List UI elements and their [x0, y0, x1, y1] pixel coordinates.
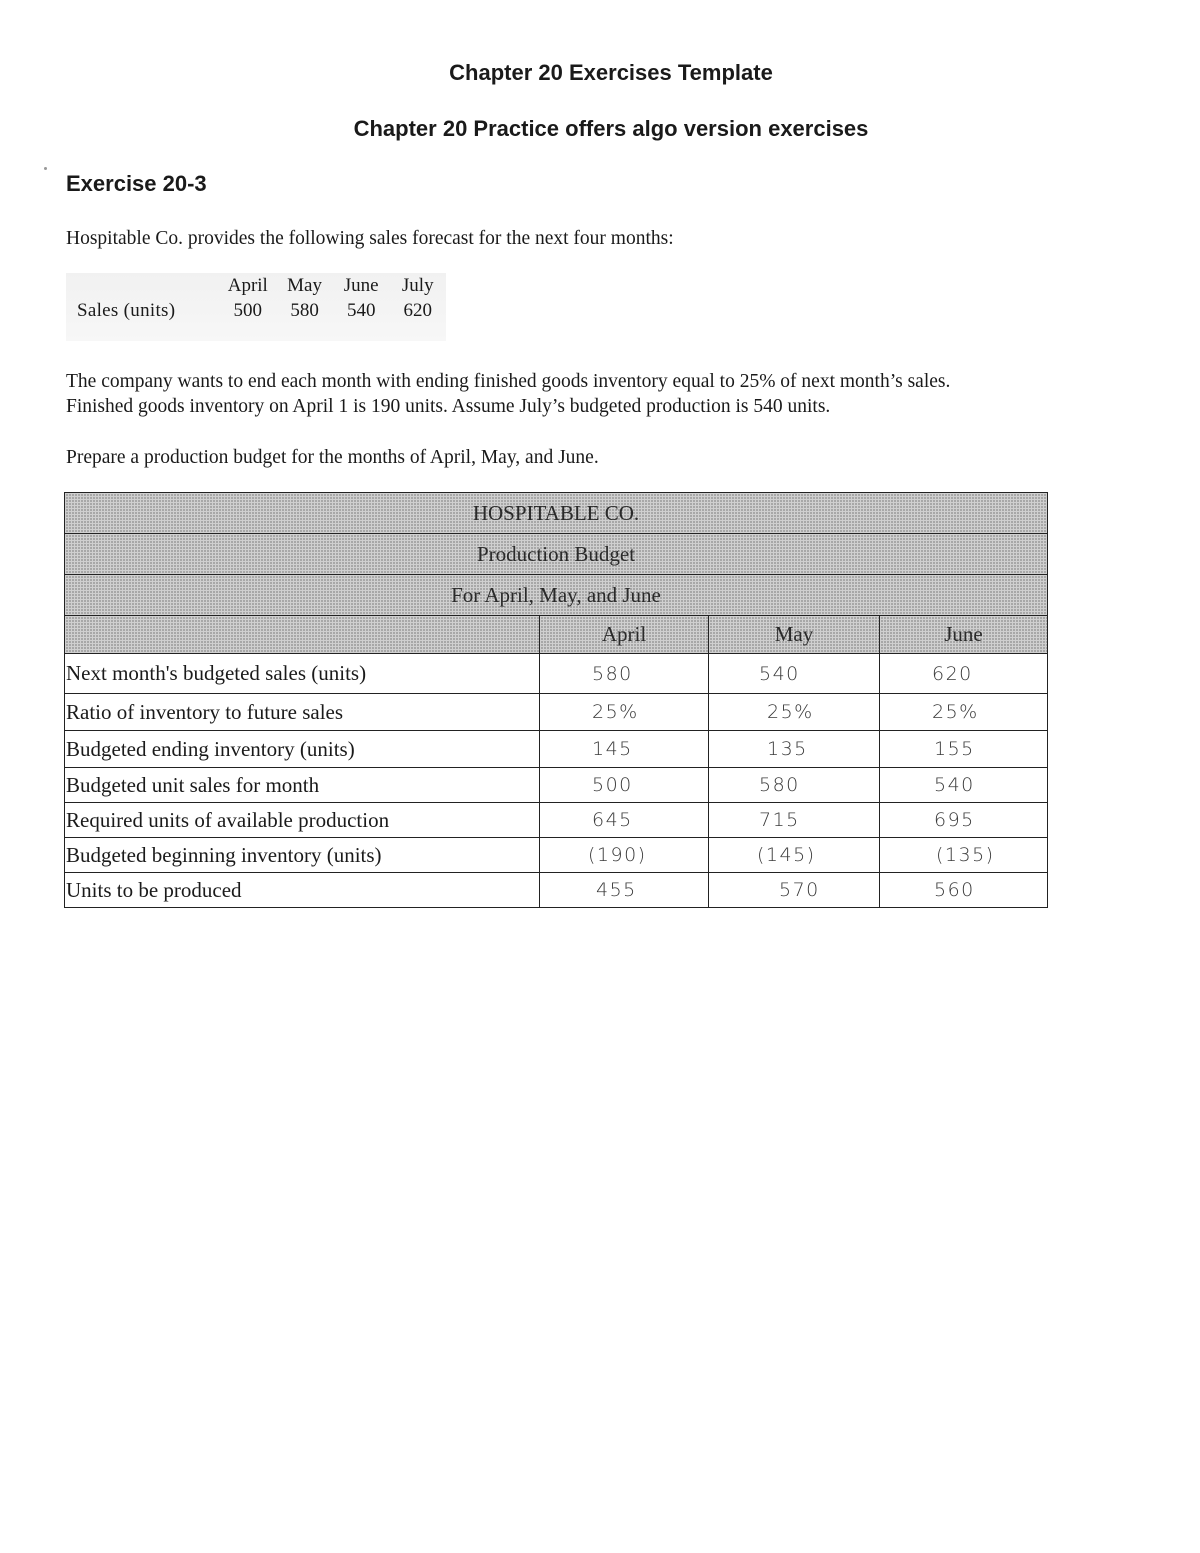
handwritten-value: 25%: [880, 694, 1048, 731]
intro-paragraph: Hospitable Co. provides the following sales forecast for the next four months:: [66, 228, 674, 249]
sales-value: 540: [346, 299, 376, 321]
handwritten-value: 715: [709, 803, 880, 838]
handwritten-value: 540: [880, 768, 1048, 803]
handwritten-value: 560: [880, 873, 1048, 908]
description-line: The company wants to end each month with ending finished goods inventory equal to 25% of next month’s sales.: [66, 371, 951, 392]
budget-row-label: Budgeted beginning inventory (units): [65, 838, 540, 873]
column-header: May: [709, 616, 880, 654]
sales-value: 580: [290, 299, 319, 321]
handwritten-value: 455: [540, 873, 709, 908]
budget-row: [65, 838, 1048, 873]
budget-header-company: [65, 493, 1048, 534]
company-name: HOSPITABLE CO.: [65, 493, 1048, 534]
handwritten-value: 135: [709, 731, 880, 768]
scan-speck: [44, 167, 47, 170]
instructions: Prepare a production budget for the months of April, May, and June.: [66, 447, 599, 468]
budget-row: [65, 803, 1048, 838]
budget-row-label: Units to be produced: [65, 873, 540, 908]
handwritten-value: 155: [880, 731, 1048, 768]
handwritten-value: (190): [540, 838, 709, 873]
handwritten-value: 570: [709, 873, 880, 908]
handwritten-value: 25%: [709, 694, 880, 731]
budget-row: [65, 654, 1048, 694]
description-line: Finished goods inventory on April 1 is 190 units. Assume July’s budgeted production is 540 units.: [66, 396, 831, 417]
sales-row-label: Sales (units): [77, 299, 176, 321]
column-header-row: [65, 616, 1048, 654]
handwritten-value: 580: [709, 768, 880, 803]
production-budget-table: [64, 492, 1048, 908]
column-header: April: [540, 616, 709, 654]
month-header: June: [343, 274, 379, 296]
handwritten-value: (145): [709, 838, 880, 873]
budget-row-label: Required units of available production: [65, 803, 540, 838]
month-header: April: [227, 274, 268, 296]
budget-row-label: Next month's budgeted sales (units): [65, 654, 540, 694]
column-header: June: [880, 616, 1048, 654]
budget-row: [65, 768, 1048, 803]
month-header: May: [287, 274, 322, 296]
handwritten-value: (135): [880, 838, 1048, 873]
handwritten-value: 695: [880, 803, 1048, 838]
budget-row: [65, 873, 1048, 908]
budget-row: [65, 731, 1048, 768]
sales-forecast-row: [66, 298, 446, 323]
month-header: July: [401, 274, 434, 296]
budget-name: Production Budget: [65, 534, 1048, 575]
handwritten-value: 500: [540, 768, 709, 803]
document-title: Chapter 20 Exercises Template: [449, 60, 773, 85]
handwritten-value: 620: [880, 654, 1048, 694]
handwritten-value: 25%: [540, 694, 709, 731]
budget-row-label: Budgeted unit sales for month: [65, 768, 540, 803]
handwritten-value: 580: [540, 654, 709, 694]
budget-period: For April, May, and June: [65, 575, 1048, 616]
budget-header-period: [65, 575, 1048, 616]
problem-description: [66, 369, 1166, 419]
sales-forecast-table: [66, 273, 446, 341]
document-subtitle: Chapter 20 Practice offers algo version exercises: [353, 116, 869, 141]
budget-row-label: Ratio of inventory to future sales: [65, 694, 540, 731]
handwritten-value: 540: [709, 654, 880, 694]
sales-value: 620: [403, 299, 432, 321]
handwritten-value: 145: [540, 731, 709, 768]
budget-header-name: [65, 534, 1048, 575]
budget-row-label: Budgeted ending inventory (units): [65, 731, 540, 768]
handwritten-value: 645: [540, 803, 709, 838]
budget-row: [65, 694, 1048, 731]
sales-forecast-header-row: [66, 273, 446, 298]
exercise-heading: Exercise 20-3: [66, 171, 207, 196]
sales-value: 500: [233, 299, 263, 321]
